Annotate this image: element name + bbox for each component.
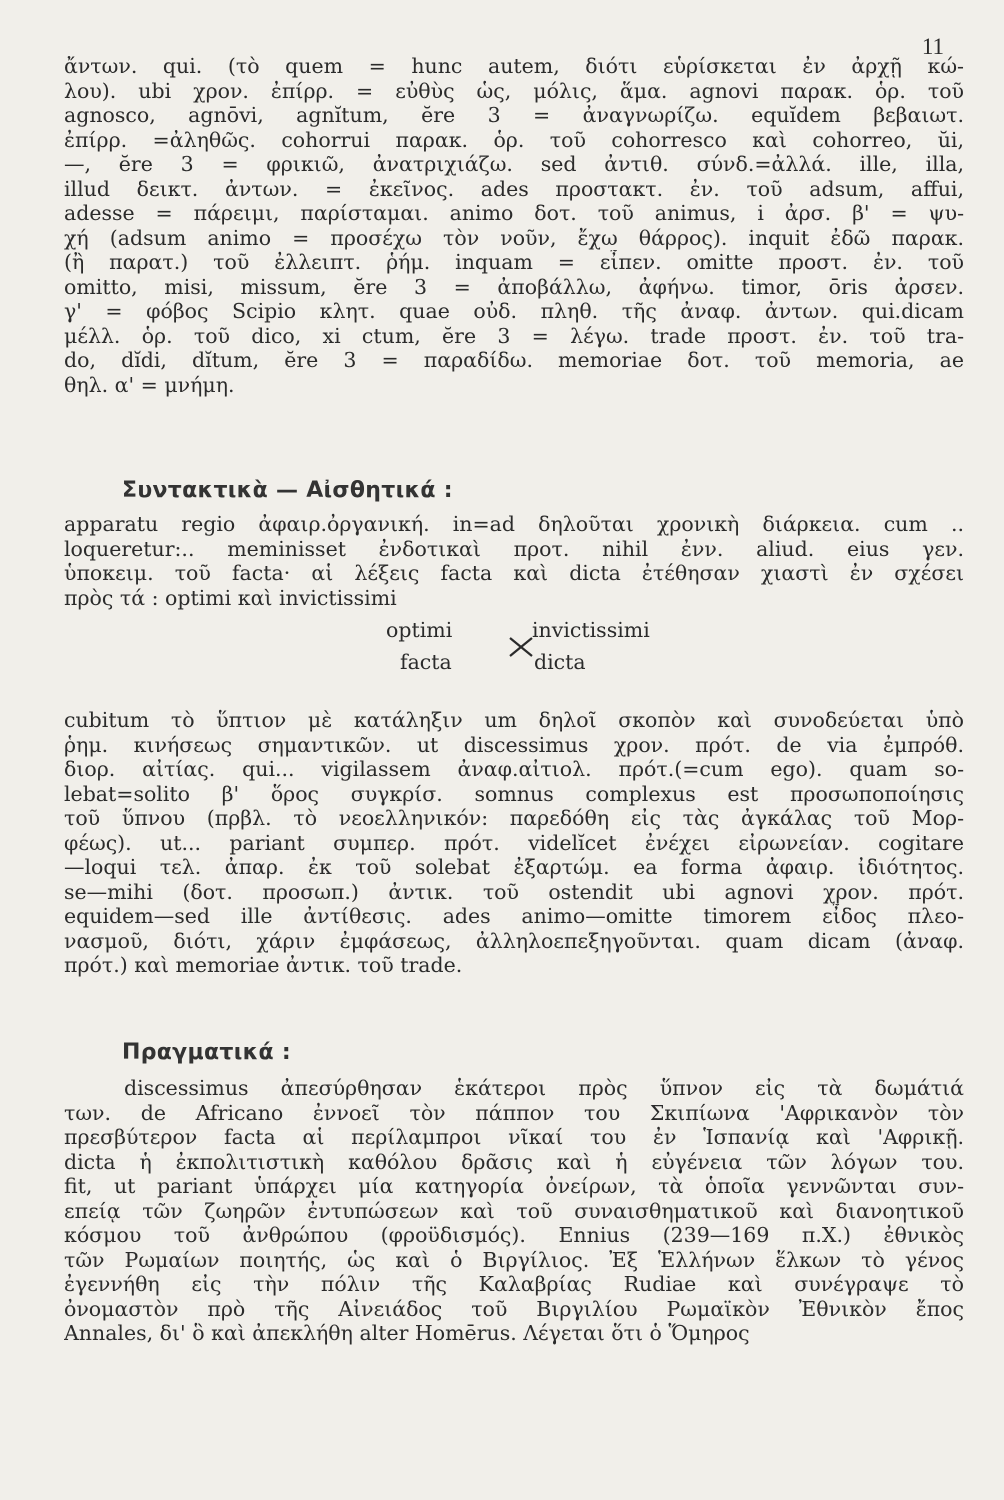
glossary-line: illud δεικτ. ἀντων. = ἐκεῖνος. ades προστακτ. ἐν. τοῦ adsum, affui, [64,176,964,201]
chiasm-top-right: invictissimi [532,618,650,642]
syntax-line: cubitum τὸ ὕπτιον μὲ κατάληξιν um δηλοῖ σκοπὸν καὶ συνοδεύεται ὑπὸ [64,708,964,732]
heading-syntax: Συντακτικὰ — Αἰσθητικά : [122,478,453,503]
syntax-line: τοῦ ὕπνου (πρβλ. τὸ νεοελληνικόν: παρεδόθη εἰς τὰς ἀγκάλας τοῦ Μορ- [64,806,964,830]
glossary-line: agnosco, agnōvi, agnĭtum, ĕre 3 = ἀναγνωρίζω. equĭdem βεβαιωτ. [64,103,964,127]
pragmatika-line: discessimus ἀπεσύρθησαν ἑκάτεροι πρὸς ὕπνον εἰς τὰ δωμάτιά [124,1076,964,1100]
pragmatika-line: επείᾳ τῶν ζωηρῶν ἐντυπώσεων καὶ τοῦ συναισθηματικοῦ καὶ διανοητικοῦ [64,1198,964,1223]
chiasm-bottom-left: facta [400,650,452,674]
syntax-line: διορ. αἰτίας. qui... vigilassem ἀναφ.αἰτιολ. πρότ.(=cum ego). quam so- [64,757,964,781]
glossary-line: omitto, misi, missum, ĕre 3 = ἀποβάλλω, ἀφήνω. timor, ōris ἀρσεν. [64,274,964,299]
syntax-line: loqueretur:.. meminisset ἐνδοτικαὶ προτ. nihil ἐνν. aliud. eius γεν. [64,536,964,561]
syntax-line: φέως). ut... pariant συμπερ. πρότ. videlĭcet ἐνέχει εἰρωνείαν. cogitare [64,830,964,855]
pragmatika-line: τῶν Ρωμαίων ποιητής, ὡς καὶ ὁ Βιργίλιος. Ἐξ Ἑλλήνων ἕλκων τὸ γένος [64,1247,964,1272]
glossary-line: —, ĕre 3 = φρικιῶ, ἀνατριχιάζω. sed ἀντιθ. σύνδ.=ἀλλά. ille, illa, [64,152,964,176]
glossary-line: (ἢ παρατ.) τοῦ ἐλλειπτ. ῥήμ. inquam = εἶπεν. omitte προστ. ἐν. τοῦ [64,250,964,274]
pragmatika-line: fit, ut pariant ὑπάρχει μία κατηγορία ὀνείρων, τὰ ὁποῖα γεννῶνται συν- [64,1174,964,1198]
syntax-line: —loqui τελ. ἀπαρ. ἐκ τοῦ solebat ἐξαρτώμ. ea forma ἀφαιρ. ἰδιότητος. [64,855,964,879]
chiasm-diagram [64,616,964,680]
glossary-line: χή (adsum animo = προσέχω τὸν νοῦν, ἔχω θάρρος). inquit ἐδῶ παρακ. [64,225,964,250]
pragmatika-line: των. de Africano ἐννοεῖ τὸν πάππον του Σκιπίωνα 'Αφρικανὸν τὸν [64,1100,964,1125]
glossary-line: γ' = φόβος Scipio κλητ. quae οὐδ. πληθ. τῆς ἀναφ. ἀντων. qui.dicam [64,299,964,323]
glossary-line: ἐπίρρ. =ἀληθῶς. cohorrui παρακ. ὁρ. τοῦ cohorresco καὶ cohorreo, ŭi, [64,127,964,152]
glossary-line: λου). ubi χρον. ἐπίρρ. = εὐθὺς ὡς, μόλις, ἅμα. agnovi παρακ. ὁρ. τοῦ [64,78,964,103]
glossary-line: ἄντων. qui. (τὸ quem = hunc autem, διότι εὑρίσκεται ἐν ἀρχῇ κώ- [64,54,964,78]
glossary-line: θηλ. α' = μνήμη. [64,372,235,397]
syntax-line: apparatu regio ἀφαιρ.ὀργανική. in=ad δηλοῦται χρονικὴ διάρκεια. cum .. [64,512,964,536]
page-number: 11 [921,34,944,59]
syntax-block-a [64,512,964,690]
pragmatika-block [64,1076,964,1346]
glossary-block [64,54,964,397]
syntax-block-b [64,708,964,978]
pragmatika-line: ἐγεννήθη εἰς τὴν πόλιν τῆς Καλαβρίας Rudiae καὶ συνέγραψε τὸ [64,1272,964,1296]
glossary-line: adesse = πάρειμι, παρίσταμαι. animo δοτ. τοῦ animus, i ἀρσ. β' = ψυ- [64,201,964,225]
chiasm-cross-icon [508,634,534,660]
syntax-line: se—mihi (δοτ. προσωπ.) ἀντικ. τοῦ ostendit ubi agnovi χρον. πρότ. [64,879,964,904]
heading-pragmatika: Πραγματικά : [122,1040,291,1065]
syntax-line: ῥημ. κινήσεως σημαντικῶν. ut discessimus χρον. πρότ. de via ἐμπρόθ. [64,732,964,757]
pragmatika-line: Annales, δι' ὃ καὶ ἀπεκλήθη alter Homērus. Λέγεται ὅτι ὁ Ὅμηρος [64,1321,750,1345]
chiasm-top-left: optimi [386,618,453,642]
glossary-line: μέλλ. ὁρ. τοῦ dico, xi ctum, ĕre 3 = λέγω. trade προστ. ἐν. τοῦ tra- [64,323,964,348]
syntax-line: πρὸς τά : optimi καὶ invictissimi [64,585,397,610]
syntax-line: lebat=solito β' ὅρος συγκρίσ. somnus complexus est προσωποποίησις [64,781,964,806]
syntax-line: πρότ.) καὶ memoriae ἀντικ. τοῦ trade. [64,953,463,977]
pragmatika-line: κόσμου τοῦ ἀνθρώπου (φροϋδισμός). Ennius (239—169 π.Χ.) ἐθνικὸς [64,1223,964,1247]
syntax-line: ὑποκειμ. τοῦ facta· αἱ λέξεις facta καὶ dicta ἐτέθησαν χιαστὶ ἐν σχέσει [64,561,964,585]
syntax-line: νασμοῦ, διότι, χάριν ἐμφάσεως, ἀλληλοεπεξηγοῦνται. quam dicam (ἀναφ. [64,928,964,953]
pragmatika-line: ὀνομαστὸν πρὸ τῆς Αἰνειάδος τοῦ Βιργιλίου Ρωμαϊκὸν Ἐθνικὸν ἔπος [64,1296,964,1321]
pragmatika-line: πρεσβύτερον facta αἱ περίλαμπροι νῖκαί του ἐν Ἱσπανίᾳ καὶ 'Αφρικῇ. [64,1125,964,1149]
chiasm-bottom-right: dicta [534,650,586,674]
syntax-line: equidem—sed ille ἀντίθεσις. ades animo—omitte timorem εἶδος πλεο- [64,904,964,928]
glossary-line: do, dĭdi, dĭtum, ĕre 3 = παραδίδω. memoriae δοτ. τοῦ memoria, ae [64,348,964,372]
pragmatika-line: dicta ἡ ἐκπολιτιστικὴ καθόλου δρᾶσις καὶ ἡ εὐγένεια τῶν λόγων του. [64,1149,964,1174]
